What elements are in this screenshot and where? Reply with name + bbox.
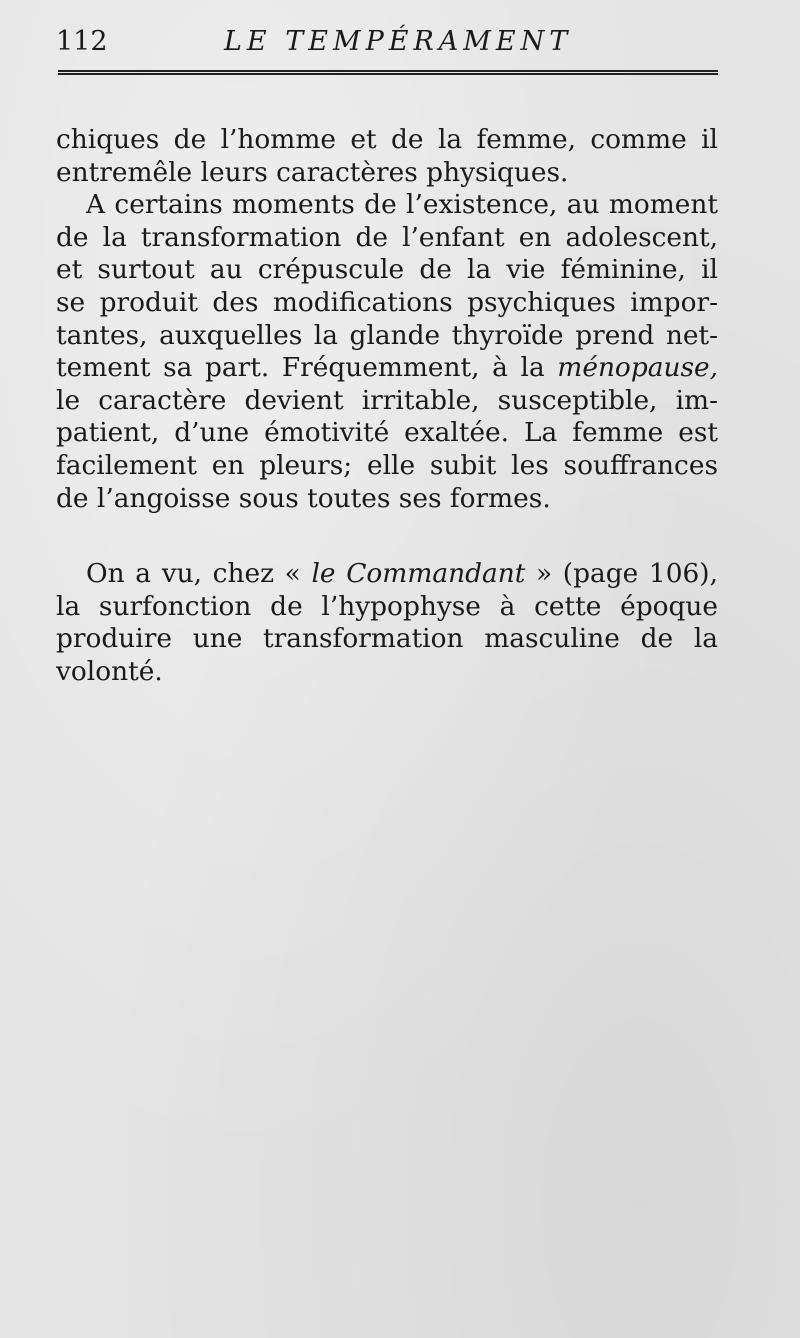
page-number: 112: [56, 26, 108, 57]
running-title: LE TEMPÉRAMENT: [224, 26, 573, 57]
header-rule: [58, 70, 718, 75]
text-line: chiques de l’homme et de la femme, comme il: [56, 124, 718, 155]
text-line: produire une transformation masculine de la: [56, 623, 718, 655]
text-fragment: On a vu, chez «: [86, 558, 312, 589]
text-line: de l’angoisse sous toutes ses formes.: [56, 482, 551, 514]
text-line: A certains moments de l’existence, au moment: [86, 189, 718, 221]
text-fragment: tement sa part. Fréquemment, à la: [56, 352, 558, 384]
text-line: facilement en pleurs; elle subit les souffrances: [56, 449, 718, 481]
text-line: de la transformation de l’enfant en adolescent,: [56, 221, 718, 253]
text-line: la surfonction de l’hypophyse à cette époque: [56, 590, 718, 622]
page-header: [56, 22, 718, 62]
text-line: se produit des modifications psychiques impor-: [56, 286, 718, 318]
text-line: tantes, auxquelles la glande thyroïde prend net-: [56, 319, 718, 351]
text-line: entremêle leurs caractères physiques.: [56, 156, 569, 188]
italic-term: ménopause,: [557, 352, 718, 384]
body-text-top: [56, 124, 718, 515]
text-line: volonté.: [56, 655, 163, 687]
text-line: le caractère devient irritable, susceptible, im-: [56, 384, 718, 416]
italic-term: le Commandant: [311, 558, 526, 589]
text-line: [56, 352, 718, 385]
text-fragment: » (page 106),: [525, 558, 718, 589]
text-line: [56, 558, 718, 591]
text-line: patient, d’une émotivité exaltée. La femme est: [56, 417, 718, 449]
body-text-bottom: [56, 558, 718, 688]
text-line: et surtout au crépuscule de la vie féminine, il: [56, 254, 718, 286]
